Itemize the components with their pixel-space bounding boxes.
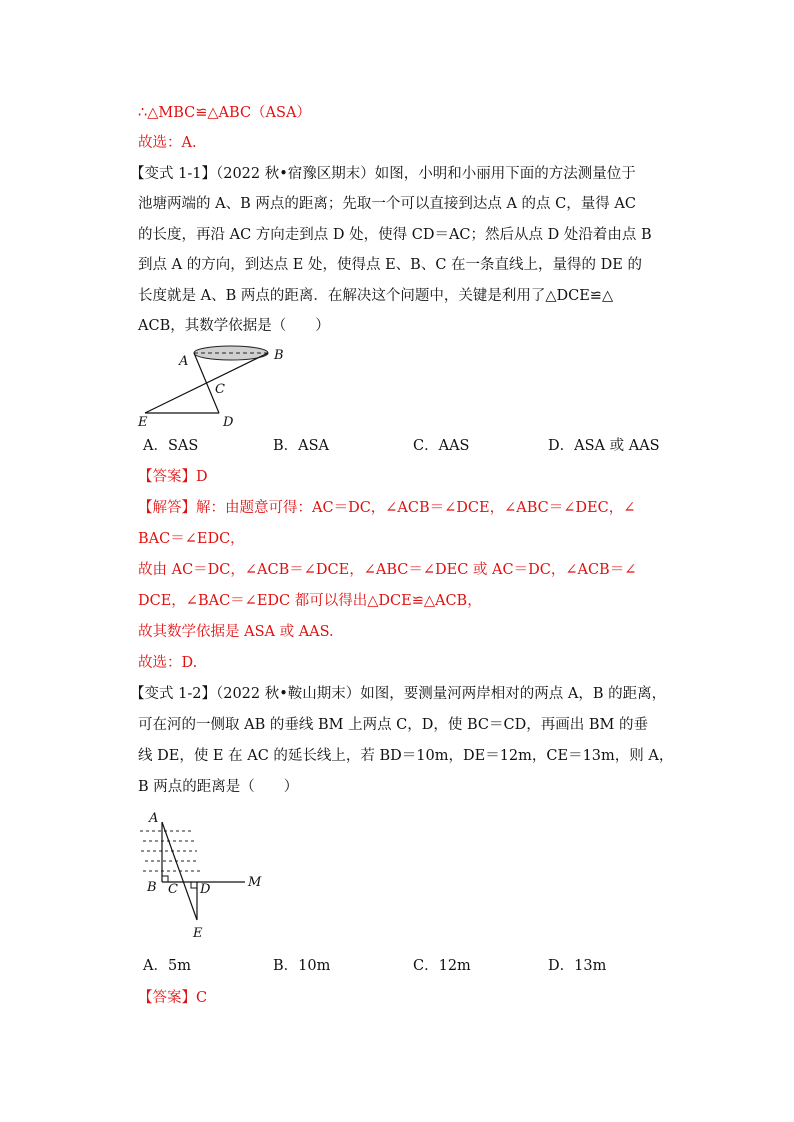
q2-label-m: M	[248, 875, 262, 890]
q1-line-3: 的长度，再沿 AC 方向走到点 D 处，使得 CD＝AC；然后从点 D 处沿着由点 B	[138, 227, 652, 243]
q2-line-1: 【变式 1-2】（2022 秋•鞍山期末）如图，要测量河两岸相对的两点 A，B 的距离，	[130, 686, 667, 702]
q2-river-dashes	[140, 831, 201, 871]
q2-answer: 【答案】C	[138, 990, 208, 1006]
q1-label-d: D	[223, 415, 234, 430]
q2-option-b: B．10m	[273, 958, 331, 974]
q2-tag: 【变式 1-2】	[130, 686, 216, 702]
q2-option-c: C．12m	[413, 958, 471, 974]
q1-label-c: C	[215, 382, 225, 397]
q2-line-4: B 两点的距离是（ ）	[138, 779, 299, 795]
q1-answer: 【答案】D	[138, 469, 208, 485]
q1-tag: 【变式 1-1】	[130, 166, 216, 182]
q1-option-b: B．ASA	[273, 438, 330, 454]
q1-solution-5: 故其数学依据是 ASA 或 AAS.	[138, 624, 334, 640]
q1-option-c: C．AAS	[413, 438, 470, 454]
q1-line-4: 到点 A 的方向，到达点 E 处，使得点 E、B、C 在一条直线上，量得的 DE 的	[138, 257, 642, 273]
q1-segment-be	[145, 353, 268, 413]
prev-choice: 故选：A.	[138, 135, 197, 151]
prev-conclusion: ∴△MBC≌△ABC（ASA）	[138, 105, 311, 121]
q1-solution-4: DCE，∠BAC＝∠EDC 都可以得出△DCE≌△ACB，	[138, 593, 482, 609]
q2-label-d: D	[200, 882, 211, 897]
q1-label-b: B	[274, 348, 284, 363]
q2-option-d: D．13m	[548, 958, 607, 974]
q1-line-2: 池塘两端的 A、B 两点的距离；先取一个可以直接到达点 A 的点 C，量得 AC	[138, 196, 636, 212]
q1-line-1: 【变式 1-1】（2022 秋•宿豫区期末）如图，小明和小丽用下面的方法测量位于	[130, 166, 636, 182]
q1-option-a: A．SAS	[143, 438, 199, 454]
q2-label-e: E	[193, 926, 203, 941]
q1-solution-3: 故由 AC＝DC，∠ACB＝∠DCE，∠ABC＝∠DEC 或 AC＝DC，∠ACB＝∠	[138, 562, 637, 578]
q2-label-c: C	[168, 882, 178, 897]
q1-option-d: D．ASA 或 AAS	[548, 438, 660, 454]
q1-label-a: A	[179, 354, 189, 369]
q1-line-5: 长度就是 A、B 两点的距离．在解决这个问题中，关键是利用了△DCE≌△	[138, 288, 614, 304]
q1-figure	[135, 340, 295, 435]
q2-figure	[135, 810, 275, 945]
q2-label-a: A	[149, 811, 159, 826]
q1-label-e: E	[138, 415, 148, 430]
q1-solution-6: 故选：D.	[138, 655, 198, 671]
q1-solution-1: 【解答】解：由题意可得：AC＝DC，∠ACB＝∠DCE，∠ABC＝∠DEC，∠	[138, 500, 636, 516]
q1-solution-2: BAC＝∠EDC，	[138, 531, 245, 547]
q2-line-2: 可在河的一侧取 AB 的垂线 BM 上两点 C，D，使 BC＝CD，再画出 BM 的垂	[138, 717, 648, 733]
q1-line-6: ACB，其数学依据是（ ）	[138, 318, 330, 334]
q2-option-a: A．5m	[143, 958, 191, 974]
q2-label-b: B	[147, 880, 157, 895]
q2-line-3: 线 DE，使 E 在 AC 的延长线上，若 BD＝10m，DE＝12m，CE＝13m，则 A，	[138, 748, 674, 764]
q2-right-angle-d	[191, 882, 197, 888]
